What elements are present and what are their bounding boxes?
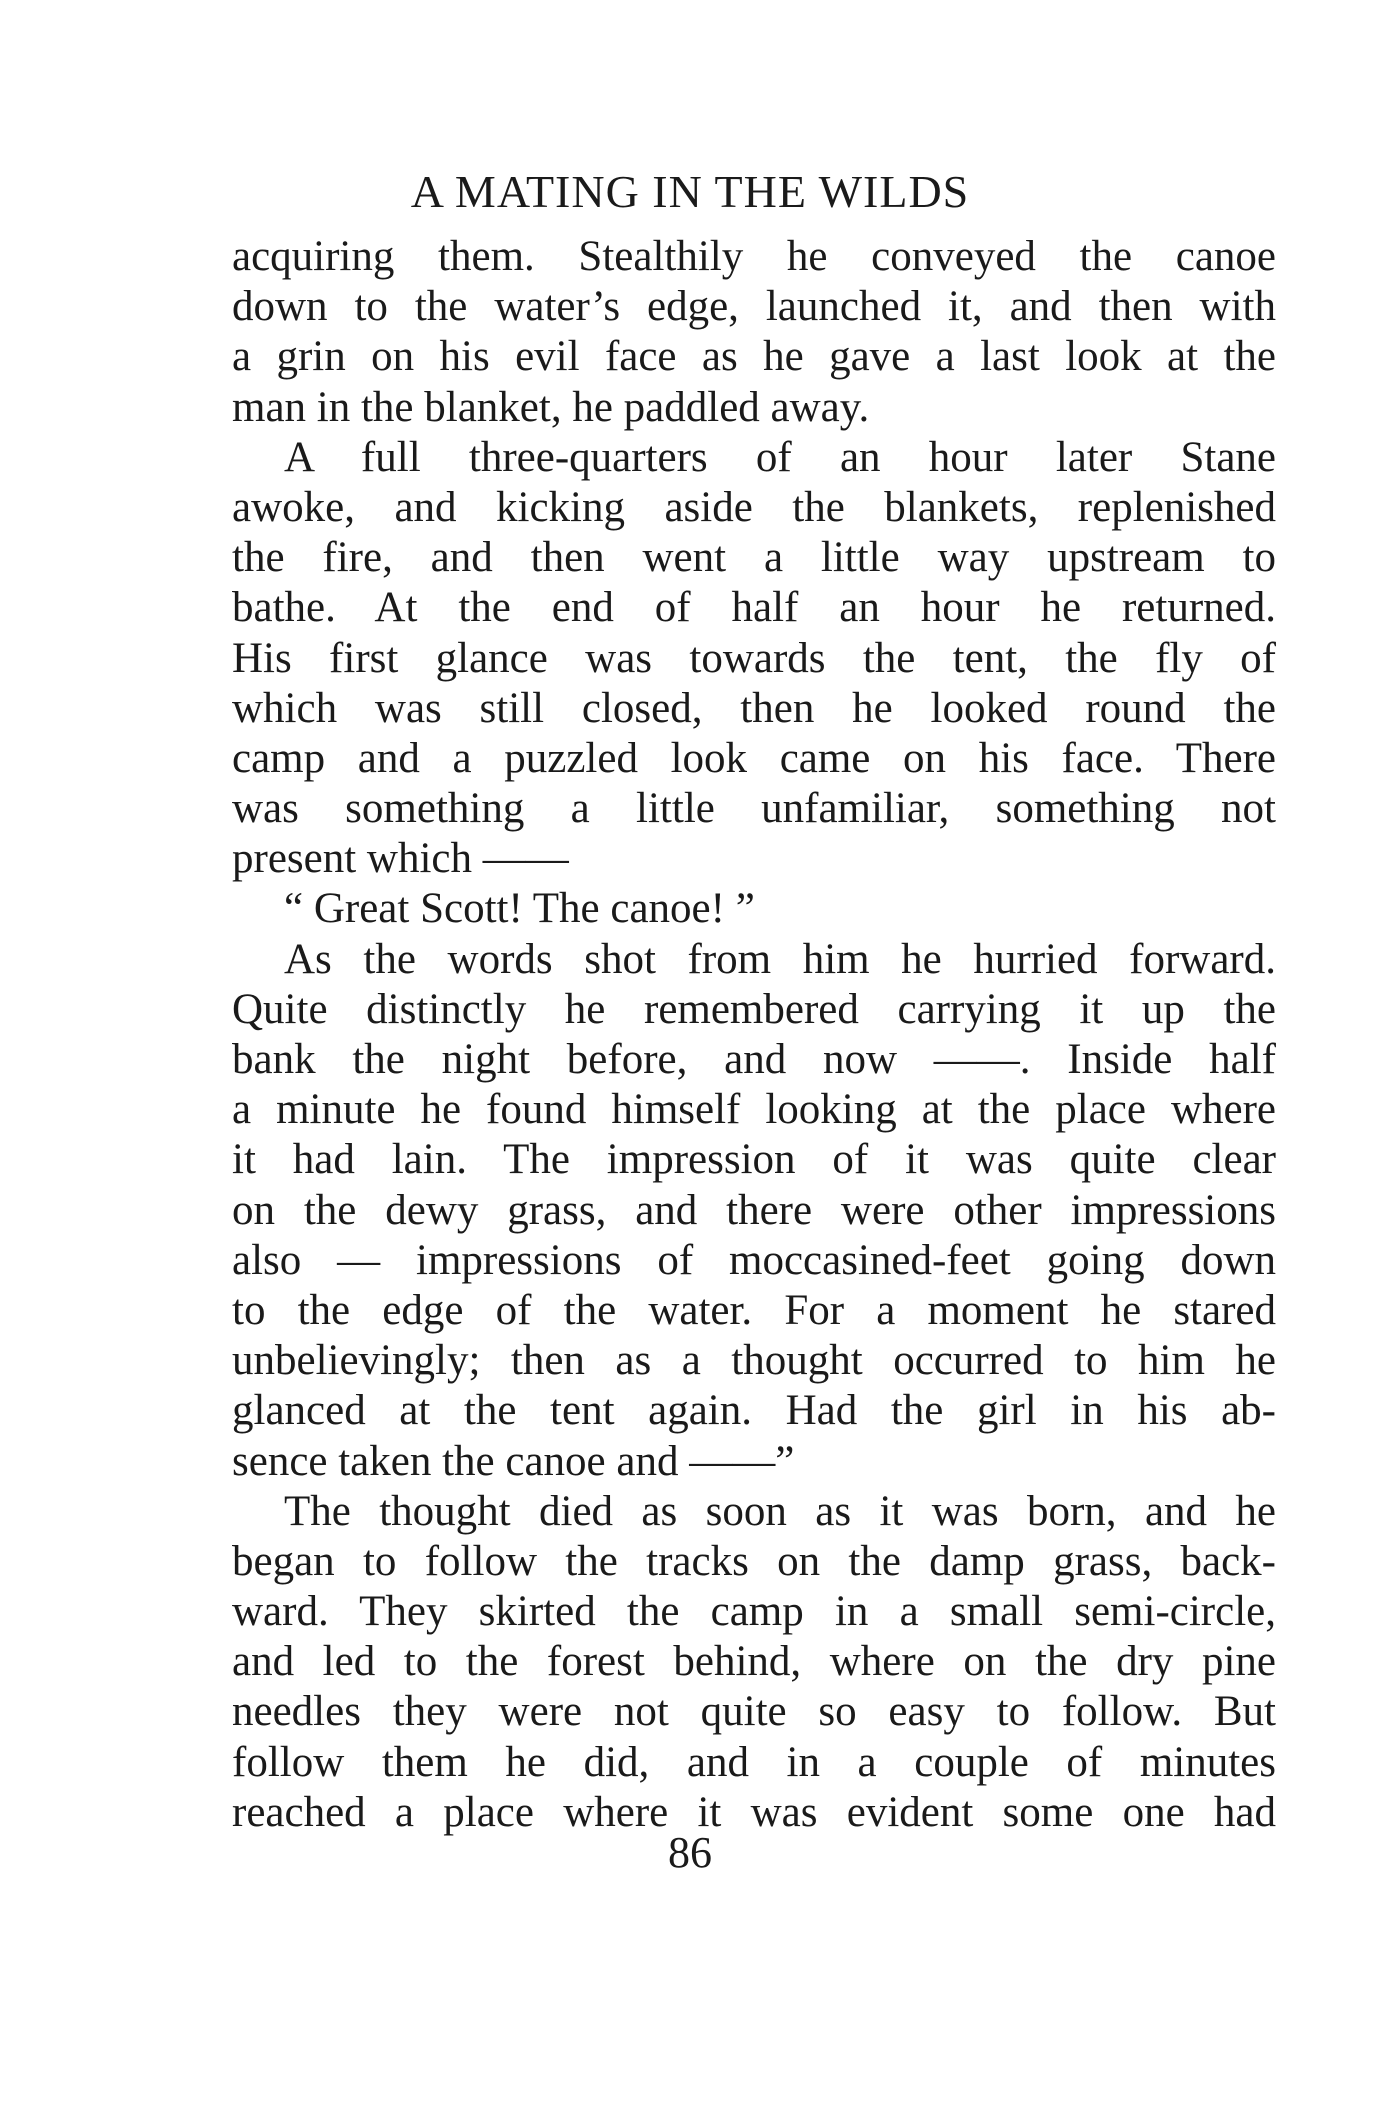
text-line: man in the blanket, he paddled away. xyxy=(232,383,870,431)
text-line: awoke, and kicking aside the blankets, replenished xyxy=(232,483,1276,531)
text-line: The thought died as soon as it was born, and he xyxy=(284,1487,1276,1535)
text-line: bank the night before, and now ——. Inside half xyxy=(232,1036,1276,1083)
text-line: unbelievingly; then as a thought occurred to him he xyxy=(232,1337,1276,1385)
text-line: “ Great Scott! The canoe! ” xyxy=(284,885,755,933)
text-line: acquiring them. Stealthily he conveyed the canoe xyxy=(232,233,1276,280)
text-line: on the dewy grass, and there were other impressions xyxy=(232,1186,1276,1234)
text-line: sence taken the canoe and ——” xyxy=(232,1437,795,1485)
text-line: needles they were not quite so easy to follow. But xyxy=(232,1688,1276,1736)
running-head: A MATING IN THE WILDS xyxy=(410,166,970,217)
text-line: a minute he found himself looking at the place where xyxy=(232,1086,1276,1134)
text-line: down to the water’s edge, launched it, and then with xyxy=(232,283,1276,331)
text-line: As the words shot from him he hurried forward. xyxy=(284,935,1276,983)
text-line: ward. They skirted the camp in a small semi-circle, xyxy=(232,1588,1276,1636)
text-line: Quite distinctly he remembered carrying it up the xyxy=(232,985,1276,1033)
text-line: also — impressions of moccasined-feet going down xyxy=(232,1236,1276,1284)
text-line: began to follow the tracks on the damp grass, back- xyxy=(232,1537,1276,1585)
text-line: present which —— xyxy=(232,835,569,883)
text-line: and led to the forest behind, where on the dry pine xyxy=(232,1638,1276,1686)
text-line: camp and a puzzled look came on his face. There xyxy=(232,734,1276,782)
text-line: A full three-quarters of an hour later Stane xyxy=(284,433,1276,481)
page-number: 86 xyxy=(668,1828,712,1877)
text-line: a grin on his evil face as he gave a last look at the xyxy=(232,333,1276,381)
text-line: was something a little unfamiliar, something not xyxy=(232,785,1276,833)
text-line: His first glance was towards the tent, the fly of xyxy=(232,634,1276,682)
text-line: the fire, and then went a little way upstream to xyxy=(232,534,1276,582)
text-line: bathe. At the end of half an hour he returned. xyxy=(232,584,1276,632)
text-line: it had lain. The impression of it was quite clear xyxy=(232,1136,1276,1184)
body-text xyxy=(232,232,1276,1838)
text-line: follow them he did, and in a couple of minutes xyxy=(232,1738,1276,1786)
text-line: which was still closed, then he looked round the xyxy=(232,684,1276,732)
text-line: glanced at the tent again. Had the girl in his ab- xyxy=(232,1387,1276,1435)
text-line: to the edge of the water. For a moment he stared xyxy=(232,1286,1276,1334)
text-line: reached a place where it was evident some one had xyxy=(232,1788,1276,1836)
